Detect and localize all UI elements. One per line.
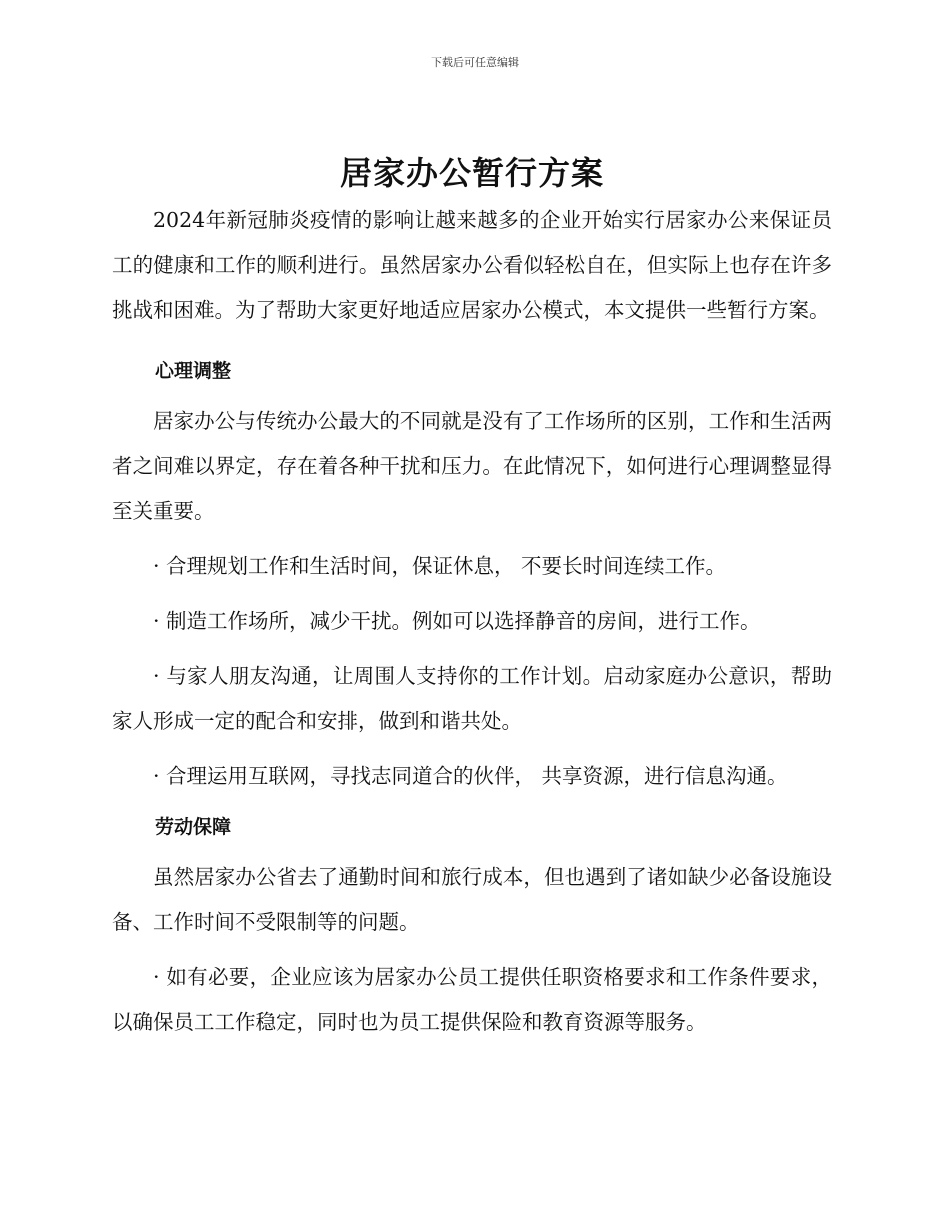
bullet-item: · 制造工作场所，减少干扰。例如可以选择静音的房间，进行工作。	[153, 609, 761, 633]
section-psychological-adjustment	[112, 353, 832, 799]
section-heading: 劳动保障	[155, 816, 232, 838]
intro-paragraph: 2024年新冠肺炎疫情的影响让越来越多的企业开始实行居家办公来保证员工的健康和工作的顺利进行。虽然居家办公看似轻松自在，但实际上也存在许多挑战和困难。为了帮助大家更好地适应居家办公模式，本文提供一些暂行方案。	[112, 208, 832, 322]
document-body	[112, 148, 832, 1045]
bullet-item: · 合理运用互联网，寻找志同道合的伙伴， 共享资源，进行信息沟通。	[153, 764, 788, 788]
bullet-item: · 合理规划工作和生活时间，保证休息， 不要长时间连续工作。	[153, 554, 727, 578]
bullet-item: · 与家人朋友沟通，让周围人支持你的工作计划。启动家庭办公意识，帮助家人形成一定的配合和安排，做到和谐共处。	[112, 664, 832, 733]
spacer	[112, 333, 832, 343]
section-paragraph: 居家办公与传统办公最大的不同就是没有了工作场所的区别，工作和生活两者之间难以界定，存在着各种干扰和压力。在此情况下，如何进行心理调整显得至关重要。	[112, 409, 832, 523]
section-labor-protection	[112, 809, 832, 1045]
document-title: 居家办公暂行方案	[339, 154, 604, 192]
page-header-note: 下载后可任意编辑	[431, 56, 519, 69]
section-heading: 心理调整	[155, 360, 232, 382]
section-paragraph: 虽然居家办公省去了通勤时间和旅行成本，但也遇到了诸如缺少必备设施设备、工作时间不受限制等的问题。	[112, 865, 832, 934]
bullet-item: · 如有必要，企业应该为居家办公员工提供任职资格要求和工作条件要求，以确保员工工作稳定，同时也为员工提供保险和教育资源等服务。	[112, 965, 832, 1034]
